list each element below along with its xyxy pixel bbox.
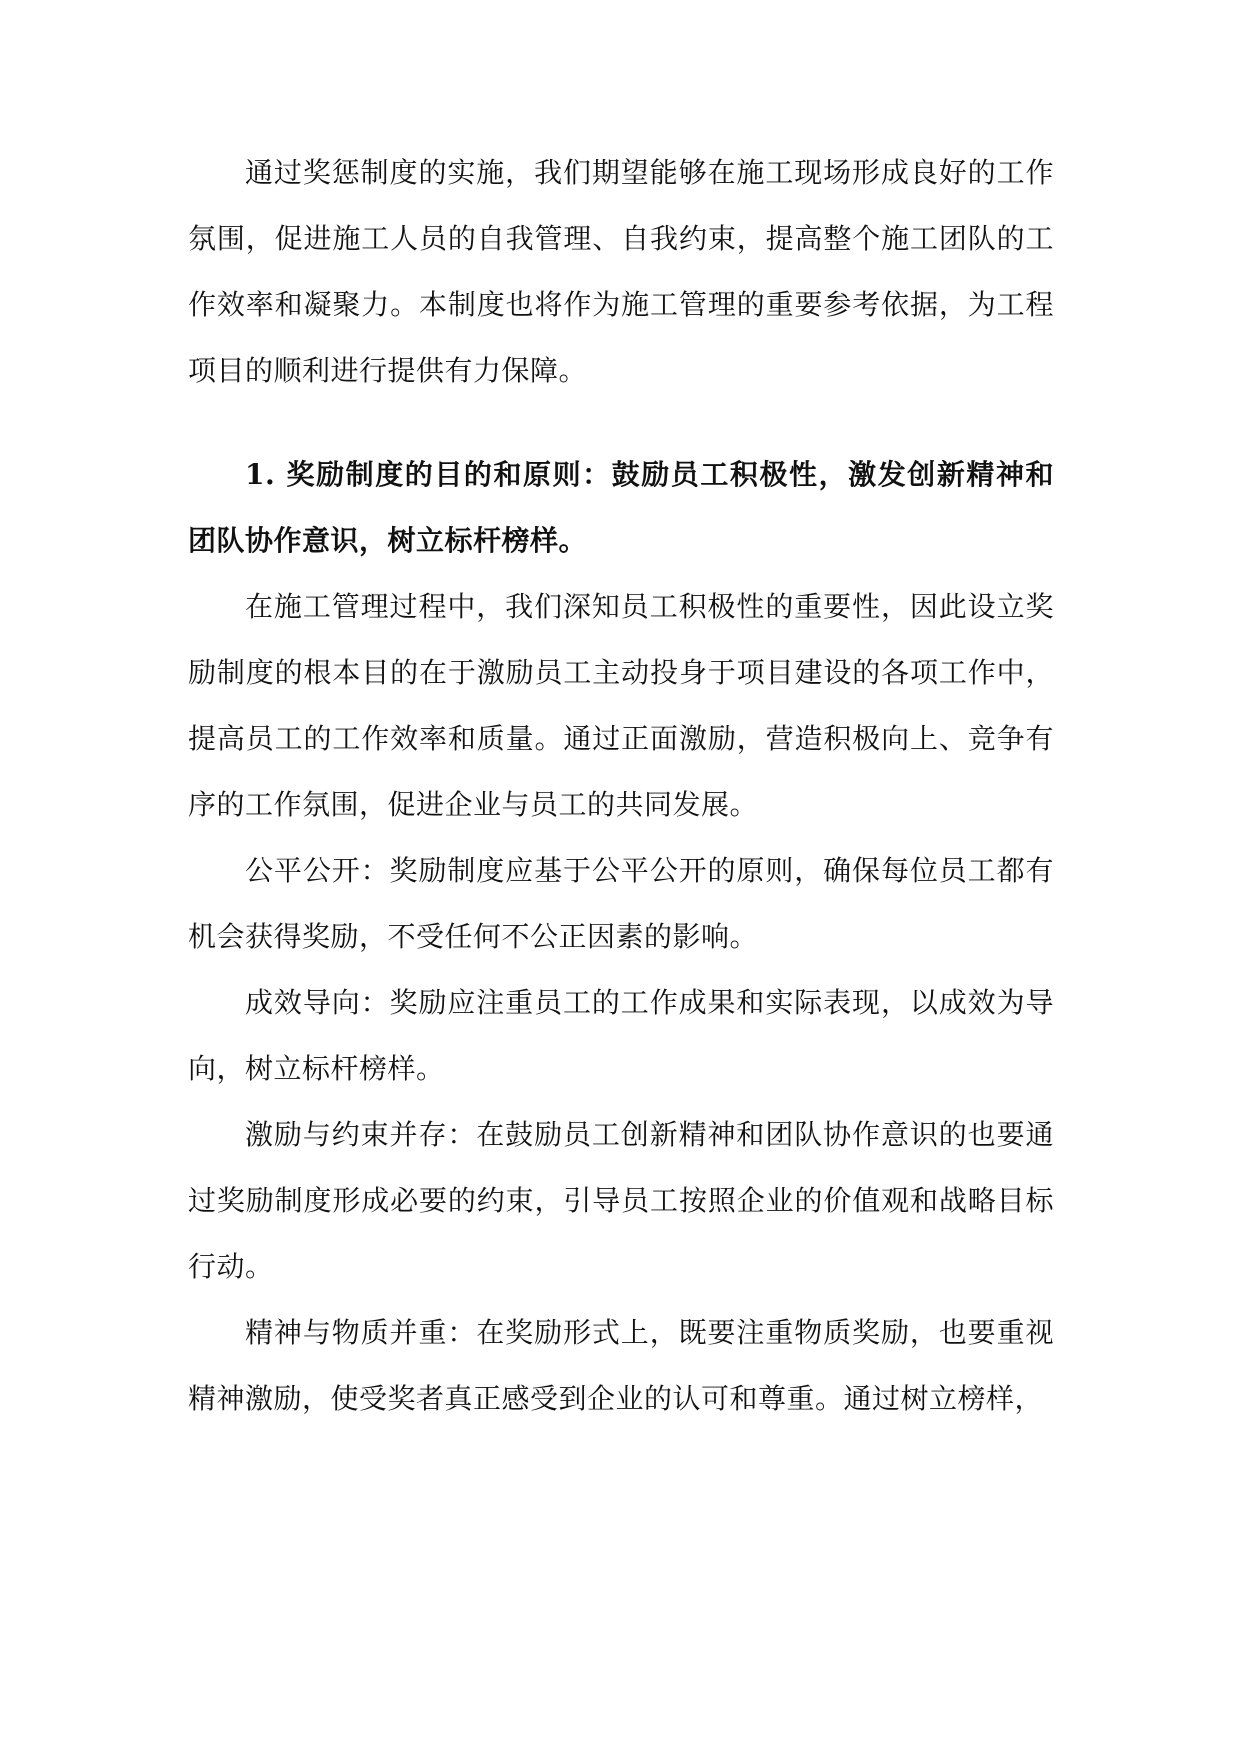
document-body — [188, 140, 1054, 1432]
section-heading: 1. 奖励制度的目的和原则：鼓励员工积极性，激发创新精神和团队协作意识，树立标杆榜样。 — [188, 458, 1054, 557]
section-paragraph-spirit-material: 精神与物质并重：在奖励形式上，既要注重物质奖励，也要重视精神激励，使受奖者真正感受到企业的认可和尊重。通过树立榜样， — [188, 1316, 1054, 1415]
section-paragraph-incentive-constraint: 激励与约束并存：在鼓励员工创新精神和团队协作意识的也要通过奖励制度形成必要的约束，引导员工按照企业的价值观和战略目标行动。 — [188, 1118, 1054, 1283]
section-paragraph-results: 成效导向：奖励应注重员工的工作成果和实际表现，以成效为导向，树立标杆榜样。 — [188, 986, 1054, 1085]
section-paragraph-purpose: 在施工管理过程中，我们深知员工积极性的重要性，因此设立奖励制度的根本目的在于激励员工主动投身于项目建设的各项工作中，提高员工的工作效率和质量。通过正面激励，营造积极向上、竞争有序的工作氛围，促进企业与员工的共同发展。 — [188, 590, 1054, 821]
intro-paragraph: 通过奖惩制度的实施，我们期望能够在施工现场形成良好的工作氛围，促进施工人员的自我管理、自我约束，提高整个施工团队的工作效率和凝聚力。本制度也将作为施工管理的重要参考依据，为工程项目的顺利进行提供有力保障。 — [188, 156, 1054, 387]
section-paragraph-fairness: 公平公开：奖励制度应基于公平公开的原则，确保每位员工都有机会获得奖励，不受任何不公正因素的影响。 — [188, 854, 1054, 953]
